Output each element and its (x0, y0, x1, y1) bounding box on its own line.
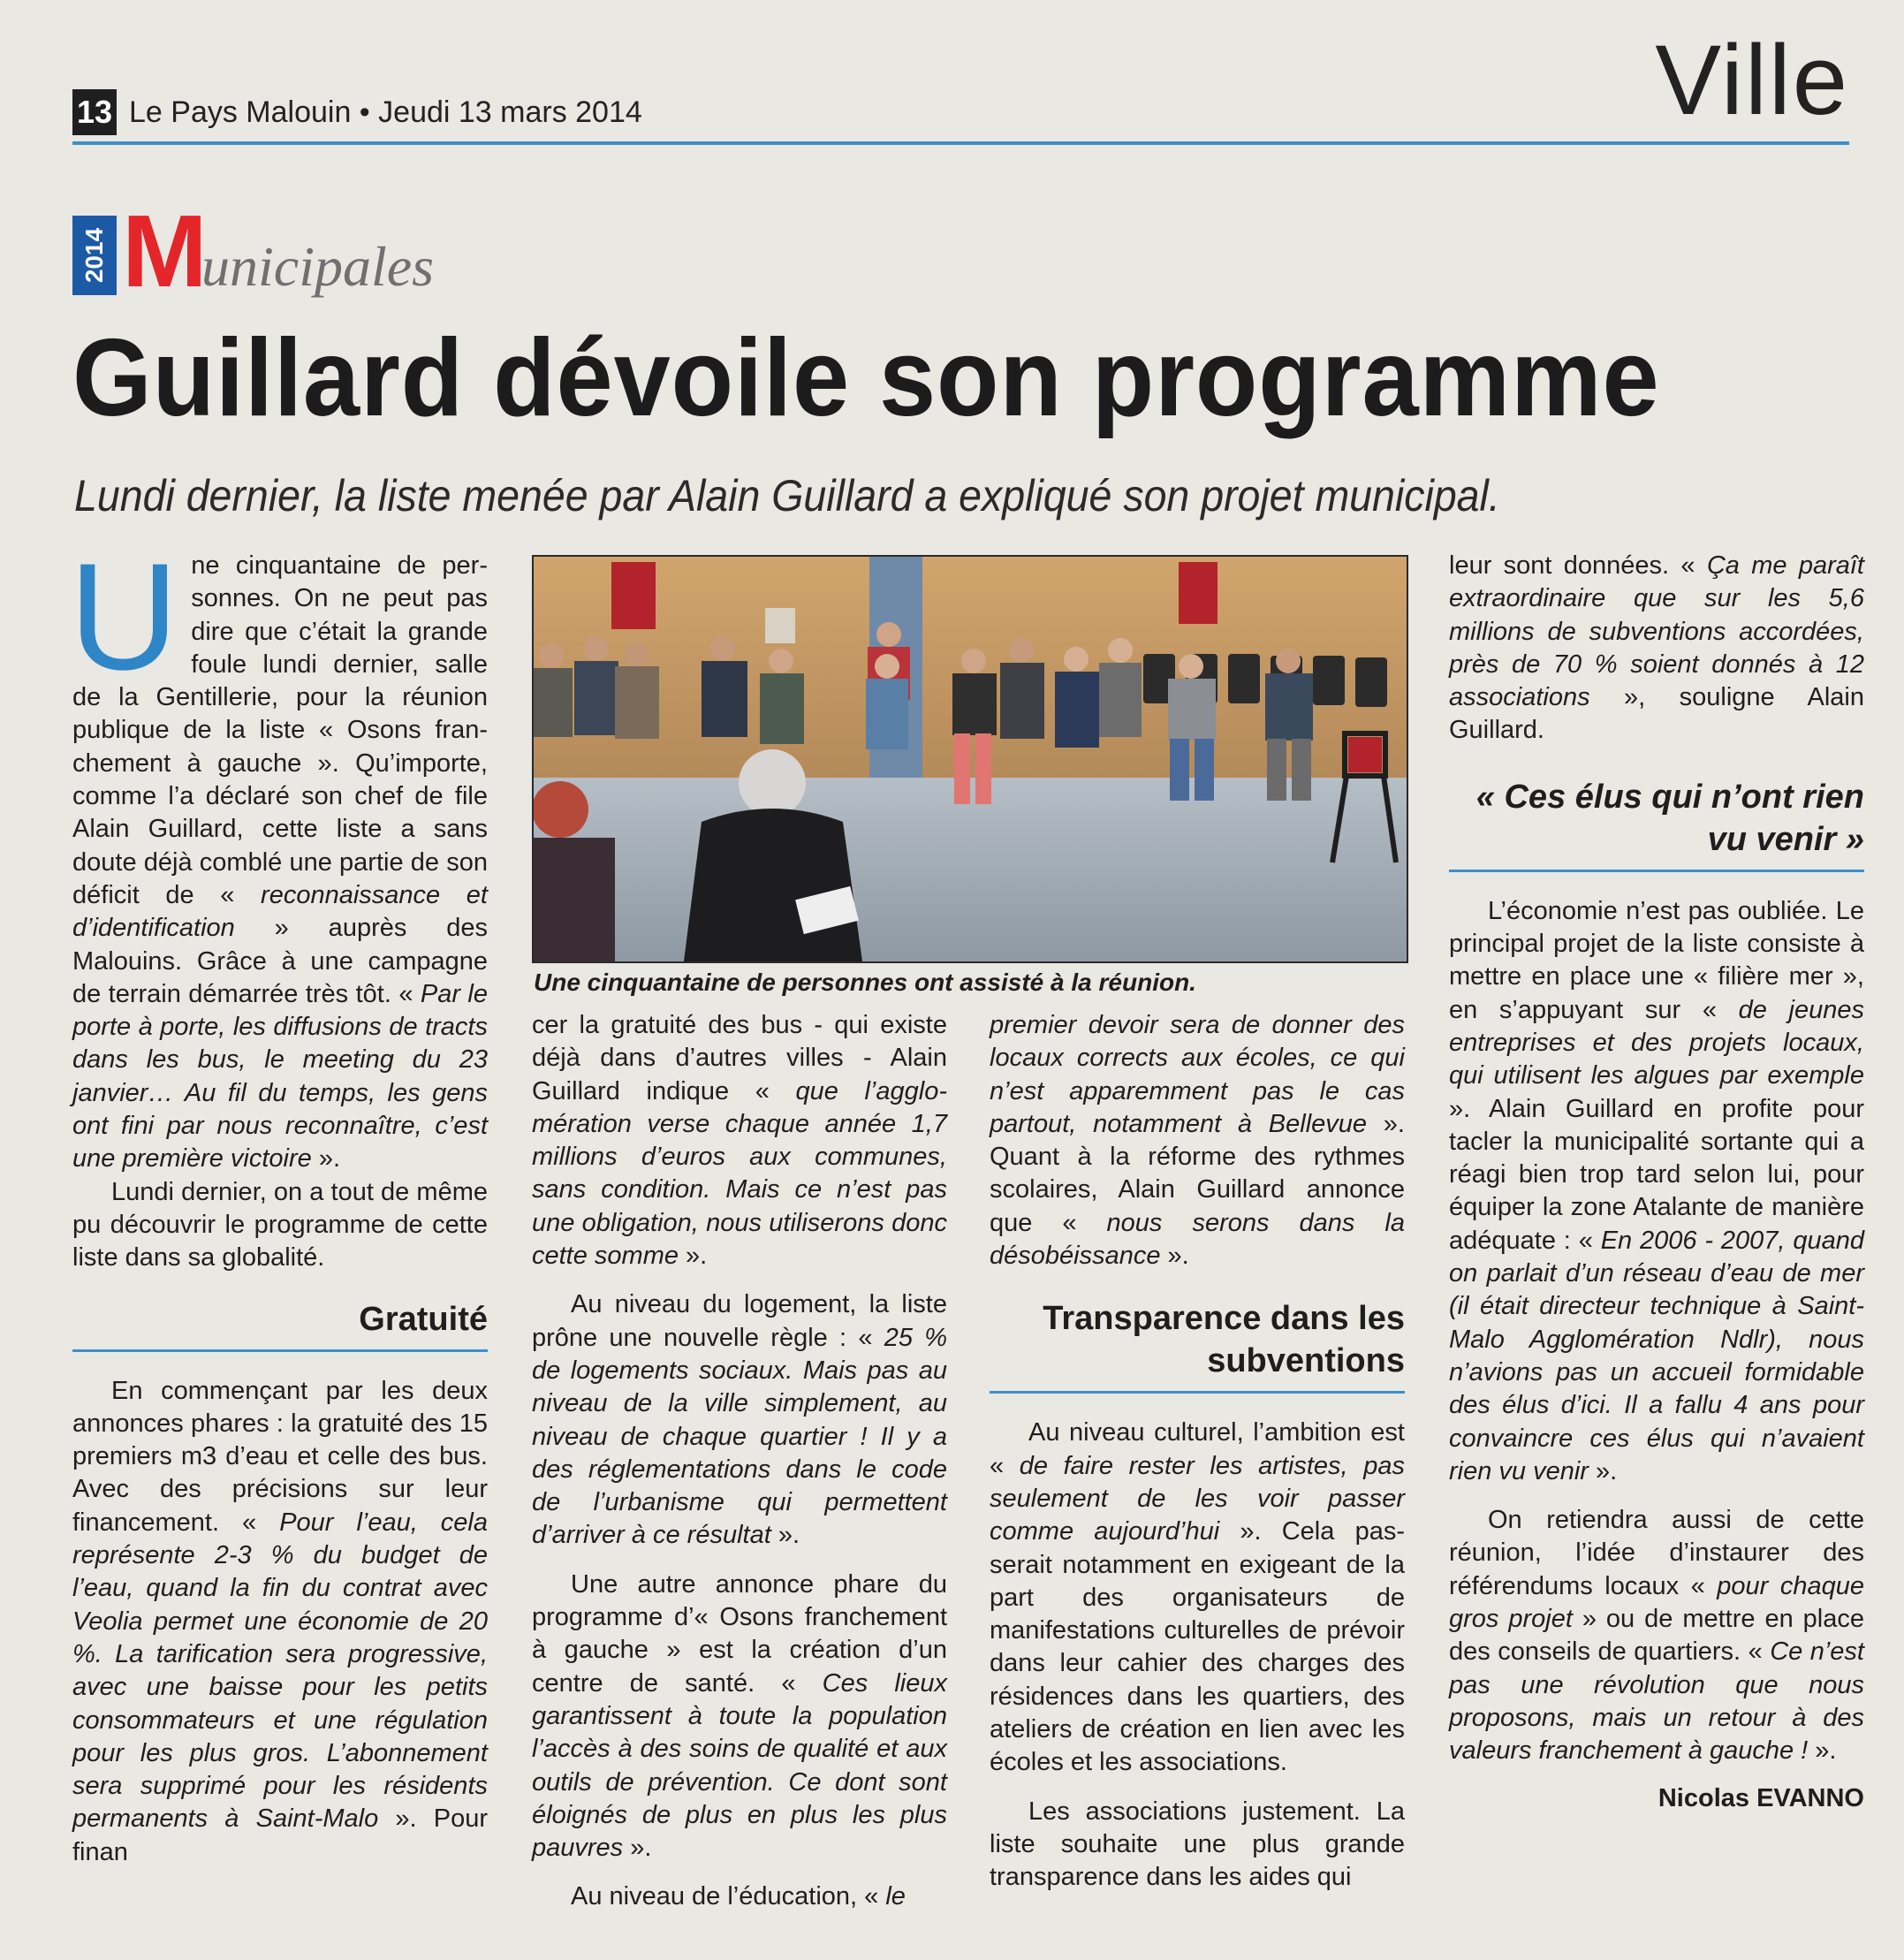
paragraph: Les associations justement. La liste souhaite une plus grande transparence dans les aides qui (990, 1797, 1405, 1892)
text-run: Au niveau culturel, l’ambition est « (990, 1418, 1405, 1480)
article-column-3 (990, 1009, 1405, 1895)
paragraph (1449, 1504, 1864, 1767)
subhead-elus: « Ces élus qui n’ont rien vu venir » (1475, 778, 1864, 858)
quote-run: de jeunes entreprises et des projets locaux, qui utilisent les algues par exemple (1449, 995, 1864, 1090)
text-run: », souligne Alain Guillard. (1449, 683, 1864, 745)
paragraph (532, 1288, 947, 1552)
text-run: ». (679, 1242, 708, 1271)
running-head: Le Pays Malouin • Jeudi 13 mars 2014 (129, 95, 642, 129)
quote-run: le (885, 1882, 906, 1911)
rubric-initial: M (122, 194, 208, 308)
text-run: ». Pour finan (72, 1804, 488, 1866)
text-run: En commençant par les deux annonces phares : la gratuité des 15 premiers m3 d’eau et celle des bus. Avec des précisions sur leur financement. « (72, 1376, 488, 1537)
quote-run: premier devoir sera de donner des locaux corrects aux écoles, ce qui n’est apparemment pas le cas partout, notamment à Bellevue (990, 1011, 1405, 1138)
text-run: cer la gratuité des bus - qui existe déjà dans d’autres villes - Alain Guillard indique « (532, 1011, 947, 1105)
headline: Guillard dévoile son programme (72, 317, 1660, 439)
text-run: ». Cela passerait notamment en exigeant de la part des organisateurs de manifestations culturelles de prévoir dans leur cahier des charges des résidences dans les quartiers, des ateliers de création en lien avec les écoles et les associations. (990, 1517, 1405, 1777)
rubric-year-badge (72, 216, 117, 295)
quote-run: Ce n’est pas une révolution que nous proposons, mais un retour à des valeurs franchement à gauche ! (1449, 1637, 1864, 1766)
text-run: Au niveau de l’éducation, « (571, 1882, 886, 1911)
paragraph (69, 532, 488, 1176)
text-run: ». Quant à la réforme des rythmes scolaires, Alain Guillard annonce que « (990, 1109, 1405, 1237)
quote-run: que l’agglomération verse chaque année 1,7 millions d’euros aux communes, sans condition. Mais ce n’est pas une obligation, nous utiliserons donc cette somme (532, 1076, 947, 1271)
standfirst: Lundi dernier, la liste menée par Alain Guillard a expliqué son projet municipal. (74, 471, 1500, 520)
paragraph (1449, 550, 1864, 748)
byline: Nicolas EVANNO (1657, 1783, 1864, 1812)
text-run: Au niveau du logement, la liste prône une nouvelle règle : « (532, 1290, 947, 1352)
paragraph (1449, 895, 1864, 1488)
meeting-photo (532, 555, 1408, 963)
photo-caption: Une cinquantaine de personnes ont assisté à la réunion. (534, 969, 1196, 996)
page-number-badge: 13 (72, 89, 117, 135)
text-run: L’économie n’est pas oubliée. Le principal projet de la liste consiste à mettre en place une « filière mer », en s’appuyant sur « (1449, 896, 1864, 1024)
quote-run: Ça me paraît extraordinaire que sur les 5,6 millions de subventions accordées, près de 70 % soient donnés à 12 associations (1449, 551, 1864, 712)
quote-run: de faire rester les artistes, pas seulement de les voir passer comme aujourd’hui (990, 1451, 1405, 1546)
text-run: ». (1160, 1242, 1189, 1271)
rubric-word: unicipales (201, 235, 435, 298)
article-column-4 (1449, 550, 1864, 1815)
quote-run: Ces lieux garantissent à toute la population l’accès à des soins de qualité et aux outils de prévention. Ce dont sont éloignés de plus en plus les plus pauvres (532, 1668, 947, 1863)
text-run: ». (1588, 1456, 1618, 1485)
article-column-1 (69, 532, 488, 1869)
quote-run: nous serons dans la désobéissance (990, 1208, 1405, 1271)
quote-run: pour chaque gros projet (1449, 1571, 1864, 1634)
paragraph (532, 1880, 947, 1913)
article-column-2 (532, 1009, 947, 1914)
quote-run: En 2006 - 2007, quand on parlait d’un réseau d’eau de mer (il était directeur technique à Saint-Malo Agglomération Ndlr), nous n’avions pas un accueil formidable des élus d’ici. Il a fallu 4 ans pour convaincre ces élus qui n’avaient rien vu venir (1449, 1226, 1864, 1485)
paragraph (990, 1417, 1405, 1779)
paragraph (532, 1009, 947, 1272)
subhead-gratuite: Gratuité (359, 1300, 488, 1338)
text-run: ». (623, 1834, 652, 1863)
text-run: » ou de mettre en place des conseils de quartiers. « (1449, 1605, 1864, 1667)
quote-run: Par le porte à porte, les diffusions de tracts dans les bus, le meeting du 23 janvier… Au fil du temps, les gens ont fini par nous reconnaître, c’est une première victoire (72, 979, 488, 1174)
text-run: leur sont données. « (1449, 551, 1707, 580)
subhead-rule (990, 1391, 1405, 1394)
section-name: Ville (1655, 25, 1849, 135)
text-run: On retiendra aussi de cette réunion, l’idée d’instaurer des référendums locaux « (1449, 1506, 1864, 1600)
quote-run: Pour l’eau, cela représente 2-3 % du budget de l’eau, quand la fin du contrat avec Veolia permet une économie de 20 %. La tarification sera progressive, avec une baisse pour les petits consommateurs et une régulation pour les plus gros. L’abonnement sera supprimé pour les résidents permanents à Saint-Malo (72, 1508, 488, 1834)
text-run: ne cinquantaine de personnes. On ne peut pas dire que c’était la grande foule lundi dernier, salle de la Gentillerie, pour la réunion publique de la liste « Osons franchement à gauche ». Qu’importe, comme l’a déclaré son chef de file Alain Guillard, cette liste a sans doute déjà comblé une partie de son déficit de « (72, 551, 488, 909)
paragraph (532, 1569, 947, 1865)
text-run: ». (311, 1144, 341, 1174)
paragraph: Lundi dernier, on a tout de même pu découvrir le programme de cette liste dans sa globalité. (72, 1177, 488, 1272)
subhead-rule (72, 1349, 488, 1352)
drop-cap: U (69, 532, 179, 702)
header-rule (72, 141, 1849, 145)
quote-run: reconnaissance et d’identification (72, 880, 488, 943)
paragraph (990, 1009, 1405, 1272)
meeting-photo-illustration (534, 557, 1407, 961)
subhead-transparence: Transparence dans les subventions (1043, 1300, 1405, 1380)
quote-run: 25 % de logements sociaux. Mais pas au niveau de la ville simplement, au niveau de chaque quartier ! Il y a des réglementations dans le code de l’urbanisme qui permettent d’arriver à ce résultat (532, 1323, 947, 1550)
text-run: ». (770, 1521, 800, 1550)
text-run: ». Alain Guillard en profite pour tacler la municipalité sortante qui a réagi bien trop tard selon lui, pour équiper la zone Atalante de manière adéquate : « (1449, 1094, 1864, 1255)
subhead-rule (1449, 870, 1864, 872)
text-run: ». (1808, 1736, 1837, 1766)
paragraph (72, 1375, 488, 1869)
rubric-year-text: 2014 (80, 227, 109, 284)
text-run: » auprès des Malouins. Grâce à une campagne de terrain démarrée très tôt. « (72, 914, 488, 1008)
text-run: Une autre annonce phare du programme d’« Osons franchement à gauche » est la création d’un centre de santé. « (532, 1569, 947, 1698)
